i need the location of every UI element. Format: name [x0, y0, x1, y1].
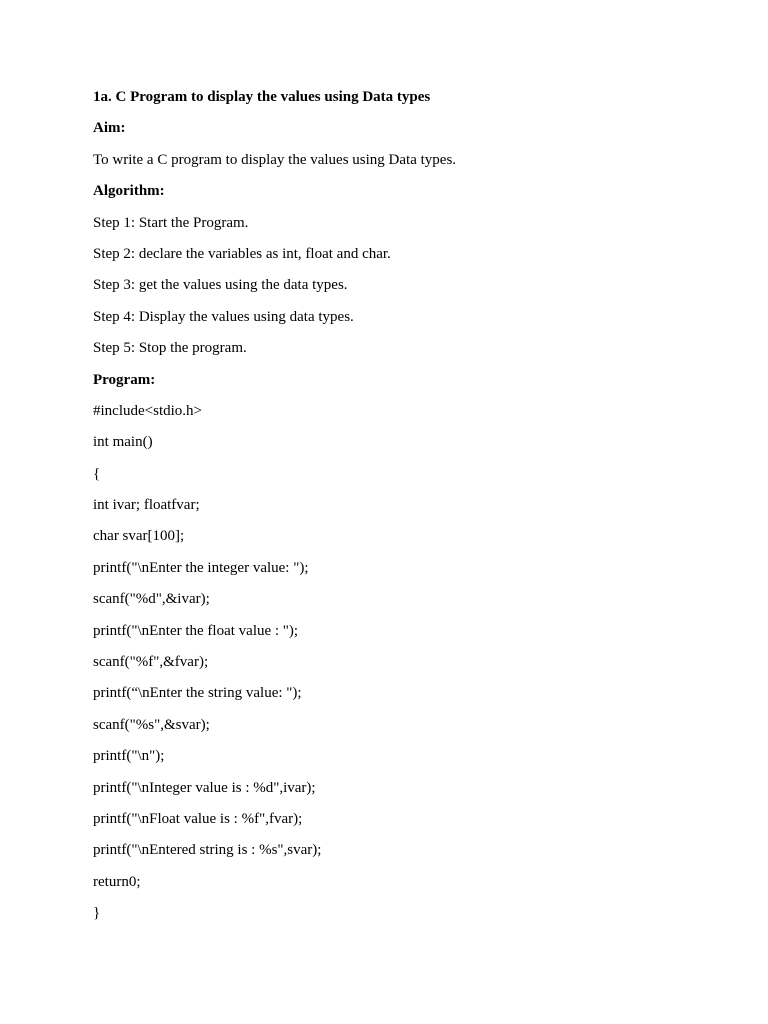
aim-text: To write a C program to display the values using Data types.: [93, 151, 457, 168]
code-line: scanf("%f",&fvar);: [93, 654, 209, 671]
code-line: printf("\nEnter the integer value: ");: [93, 559, 309, 576]
algorithm-heading: Algorithm:: [93, 183, 165, 200]
code-line: return0;: [93, 873, 141, 890]
code-line: printf("\nInteger value is : %d",ivar);: [93, 779, 316, 796]
code-line: printf("\nEntered string is : %s",svar);: [93, 842, 322, 859]
code-line: #include<stdio.h>: [93, 402, 202, 419]
code-line: }: [93, 905, 101, 922]
algorithm-step: Step 1: Start the Program.: [93, 214, 249, 231]
code-line: printf("\n");: [93, 748, 165, 765]
algorithm-step: Step 5: Stop the program.: [93, 340, 247, 357]
code-line: scanf("%s",&svar);: [93, 716, 210, 733]
code-line: {: [93, 465, 101, 482]
code-line: scanf("%d",&ivar);: [93, 591, 210, 608]
code-line: printf(“\nEnter the string value: ");: [93, 685, 302, 702]
code-line: printf("\nFloat value is : %f",fvar);: [93, 810, 303, 827]
algorithm-step: Step 2: declare the variables as int, float and char.: [93, 245, 391, 262]
document-title: 1a. C Program to display the values using Data types: [93, 89, 431, 105]
algorithm-step: Step 3: get the values using the data types.: [93, 277, 348, 294]
program-heading: Program:: [93, 371, 156, 388]
aim-heading: Aim:: [93, 120, 126, 137]
code-line: char svar[100];: [93, 528, 185, 545]
code-line: int ivar; floatfvar;: [93, 497, 200, 514]
document-page: [93, 87, 733, 935]
code-line: printf("\nEnter the float value : ");: [93, 622, 299, 639]
code-line: int main(): [93, 434, 153, 451]
algorithm-step: Step 4: Display the values using data types.: [93, 308, 354, 325]
